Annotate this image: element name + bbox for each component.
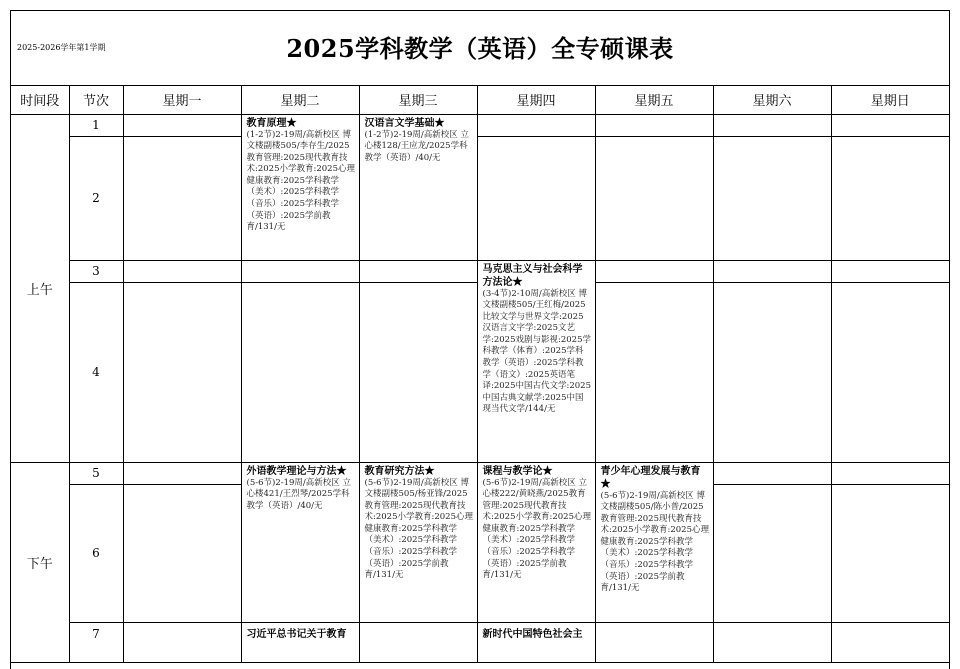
period-afternoon: 下午 xyxy=(11,462,69,662)
col-header-session: 节次 xyxy=(69,86,123,114)
course-detail: (3-4节)2-10周/高新校区 博文楼副楼505/王红梅/2025比较文学与世界文学:2025汉语言文字学:2025文艺学:2025戏剧与影视:2025学科教学（体育）:2025学科教学（英语）:2025学科教学（语文）:2025英语笔译:2025中国古代文学:2025中国古典文献学:2025中国现当代文学/144/无 xyxy=(482,288,591,415)
cell-empty xyxy=(123,462,241,484)
course-cell[interactable] xyxy=(241,114,359,260)
cell-empty xyxy=(477,114,595,136)
cell-empty xyxy=(595,622,713,662)
cell-empty xyxy=(831,136,949,260)
cell-empty xyxy=(713,282,831,462)
cell-empty xyxy=(831,484,949,622)
timetable xyxy=(11,86,949,663)
col-header-thursday: 星期四 xyxy=(477,86,595,114)
course-name: 汉语言文学基础★ xyxy=(364,117,445,129)
course-detail: (5-6节)2-19周/高新校区 立心楼421/王烈琴/2025学科教学（英语）/40/无 xyxy=(246,477,351,511)
course-detail: (5-6节)2-19周/高新校区 博文楼副楼505/杨亚锋/2025教育管理:2025现代教育技术:2025小学教育:2025心理健康教育:2025学科教学（美术）:2025学科教学（音乐）:2025学科教学（英语）:2025学前教育/131/无 xyxy=(364,477,473,581)
course-cell[interactable] xyxy=(241,622,359,662)
cell-empty xyxy=(595,114,713,136)
col-header-period: 时间段 xyxy=(11,86,69,114)
course-name: 教育研究方法★ xyxy=(364,465,435,477)
cell-empty xyxy=(123,622,241,662)
course-detail: (1-2节)2-19周/高新校区 立心楼128/王应龙/2025学科教学（英语）/40/无 xyxy=(364,129,469,163)
col-header-friday: 星期五 xyxy=(595,86,713,114)
course-name: 青少年心理发展与教育★ xyxy=(600,465,701,490)
table-row xyxy=(11,462,949,484)
column-header-row xyxy=(11,86,949,114)
cell-empty xyxy=(831,260,949,282)
session-number: 6 xyxy=(69,484,123,622)
page-title: 2025学科教学（英语）全专硕课表 xyxy=(286,34,674,63)
period-morning: 上午 xyxy=(11,114,69,462)
cell-empty xyxy=(123,484,241,622)
cell-empty xyxy=(595,260,713,282)
col-header-sunday: 星期日 xyxy=(831,86,949,114)
header-row xyxy=(11,11,949,86)
cell-empty xyxy=(241,260,359,282)
col-header-saturday: 星期六 xyxy=(713,86,831,114)
cell-empty xyxy=(713,484,831,622)
course-cell[interactable] xyxy=(359,462,477,622)
cell-empty xyxy=(713,260,831,282)
cell-empty xyxy=(123,282,241,462)
cell-empty xyxy=(123,136,241,260)
session-number: 2 xyxy=(69,136,123,260)
session-number: 3 xyxy=(69,260,123,282)
table-row xyxy=(11,622,949,662)
course-name: 习近平总书记关于教育 xyxy=(246,628,347,640)
cell-empty xyxy=(713,462,831,484)
col-header-tuesday: 星期二 xyxy=(241,86,359,114)
timetable-frame xyxy=(10,10,950,669)
cell-empty xyxy=(359,282,477,462)
cell-empty xyxy=(123,114,241,136)
cell-empty xyxy=(831,622,949,662)
course-cell[interactable] xyxy=(241,462,359,622)
col-header-monday: 星期一 xyxy=(123,86,241,114)
cell-empty xyxy=(713,114,831,136)
session-number: 1 xyxy=(69,114,123,136)
course-name: 新时代中国特色社会主 xyxy=(482,628,583,640)
semester-label: 2025-2026学年第1学期 xyxy=(17,43,106,52)
cell-empty xyxy=(831,462,949,484)
cell-empty xyxy=(595,282,713,462)
course-name: 外语教学理论与方法★ xyxy=(246,465,347,477)
course-detail: (1-2节)2-19周/高新校区 博文楼副楼505/李存生/2025教育管理:2025现代教育技术:2025小学教育:2025心理健康教育:2025学科教学（美术）:2025学科教学（音乐）:2025学科教学（英语）:2025学前教育/131/无 xyxy=(246,129,355,233)
cell-empty xyxy=(713,622,831,662)
course-name: 课程与教学论★ xyxy=(482,465,553,477)
cell-empty xyxy=(359,622,477,662)
cell-empty xyxy=(359,260,477,282)
cell-empty xyxy=(831,282,949,462)
table-row xyxy=(11,260,949,282)
table-row xyxy=(11,114,949,136)
col-header-wednesday: 星期三 xyxy=(359,86,477,114)
course-cell[interactable] xyxy=(477,462,595,622)
course-cell[interactable] xyxy=(477,622,595,662)
course-name: 教育原理★ xyxy=(246,117,297,129)
session-number: 5 xyxy=(69,462,123,484)
cell-empty xyxy=(241,282,359,462)
table-row xyxy=(11,136,949,260)
course-detail: (5-6节)2-19周/高新校区 博文楼副楼505/陈小普/2025教育管理:2025现代教育技术:2025小学教育:2025心理健康教育:2025学科教学（美术）:2025学科教学（音乐）:2025学科教学（英语）:2025学前教育/131/无 xyxy=(600,490,709,594)
session-number: 7 xyxy=(69,622,123,662)
cell-empty xyxy=(713,136,831,260)
course-detail: (5-6节)2-19周/高新校区 立心楼222/黄晓燕/2025教育管理:2025现代教育技术:2025小学教育:2025心理健康教育:2025学科教学（美术）:2025学科教学（音乐）:2025学科教学（英语）:2025学前教育/131/无 xyxy=(482,477,591,581)
cell-empty xyxy=(477,136,595,260)
course-cell[interactable] xyxy=(477,260,595,462)
cell-empty xyxy=(123,260,241,282)
cell-empty xyxy=(595,136,713,260)
course-cell[interactable] xyxy=(359,114,477,260)
session-number: 4 xyxy=(69,282,123,462)
cell-empty xyxy=(831,114,949,136)
course-cell[interactable] xyxy=(595,462,713,622)
course-name: 马克思主义与社会科学方法论★ xyxy=(482,263,583,288)
